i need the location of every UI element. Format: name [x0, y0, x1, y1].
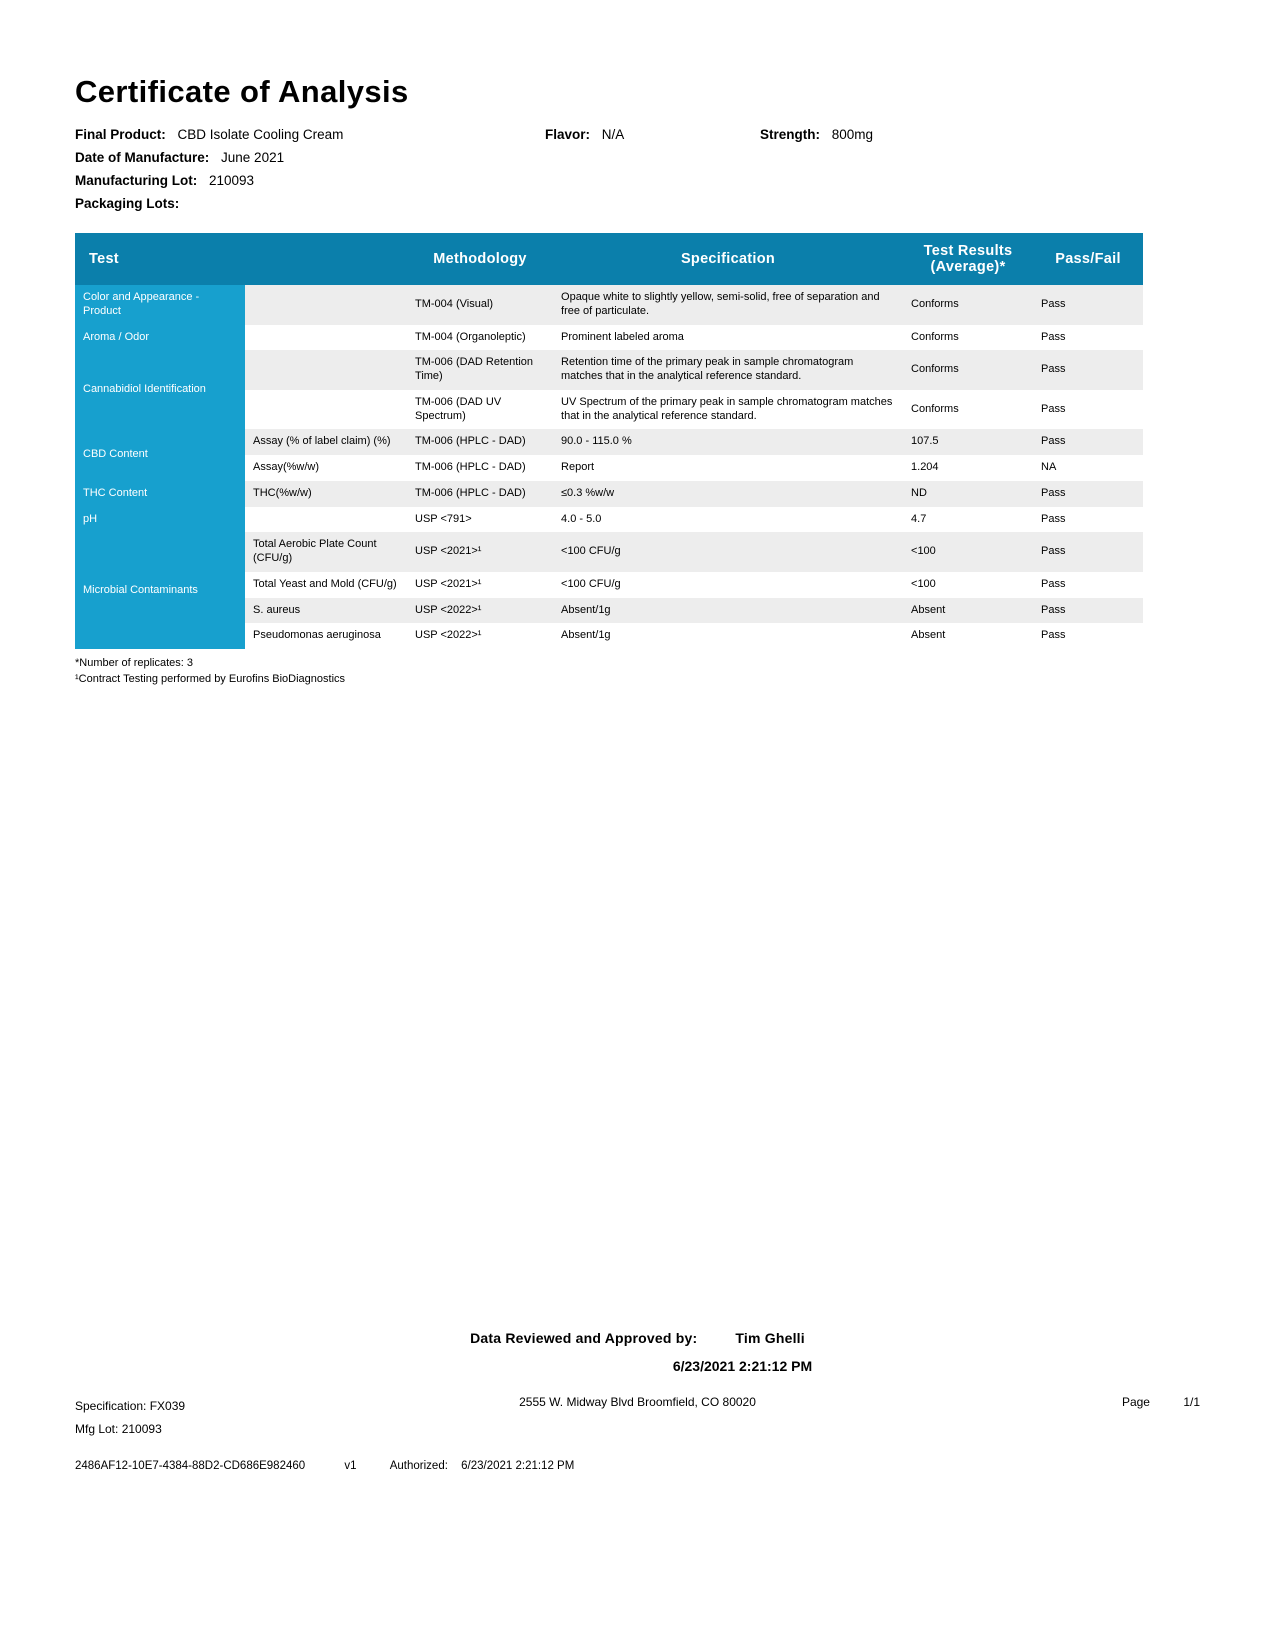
test-result: 4.7 [903, 507, 1033, 533]
col-header-methodology: Methodology [407, 233, 553, 285]
page-label: Page [1121, 1395, 1150, 1409]
specification: Opaque white to slightly yellow, semi-solid, free of separation and free of particulate. [553, 285, 903, 325]
approver-name: Tim Ghelli [735, 1330, 805, 1346]
specification: 90.0 - 115.0 % [553, 429, 903, 455]
methodology: TM-004 (Organoleptic) [407, 325, 553, 351]
test-result: Absent [903, 623, 1033, 649]
mfg-lot-label: Mfg Lot: [75, 1422, 119, 1436]
table-row [75, 325, 1143, 351]
manufacturing-lot-value: 210093 [209, 173, 255, 189]
table-row [75, 507, 1143, 533]
test-subname [245, 325, 407, 351]
approval-block [0, 1330, 1275, 1374]
test-subname [245, 507, 407, 533]
table-footnotes [75, 655, 1200, 687]
pass-fail: Pass [1033, 285, 1143, 325]
footer-mfg-lot [75, 1418, 185, 1441]
table-row [75, 429, 1143, 455]
test-subname: THC(%w/w) [245, 481, 407, 507]
specification: Absent/1g [553, 598, 903, 624]
test-subname: Total Aerobic Plate Count (CFU/g) [245, 532, 407, 572]
col-header-specification: Specification [553, 233, 903, 285]
pass-fail: Pass [1033, 325, 1143, 351]
page-value: 1/1 [1183, 1395, 1200, 1409]
authorized-datetime: 6/23/2021 2:21:12 PM [461, 1460, 575, 1472]
pass-fail: Pass [1033, 507, 1143, 533]
results-table [75, 233, 1143, 649]
approval-label: Data Reviewed and Approved by: [470, 1330, 698, 1346]
methodology: USP <2022>¹ [407, 598, 553, 624]
table-row [75, 532, 1143, 572]
test-result: Absent [903, 598, 1033, 624]
footnote-replicates: *Number of replicates: 3 [75, 657, 193, 670]
specification: Retention time of the primary peak in sample chromatogram matches that in the analytical reference standard. [553, 350, 903, 390]
test-name: pH [75, 507, 245, 533]
test-name: THC Content [75, 481, 245, 507]
specification: Prominent labeled aroma [553, 325, 903, 351]
final-product-value: CBD Isolate Cooling Cream [177, 127, 344, 143]
test-subname [245, 350, 407, 390]
methodology: USP <791> [407, 507, 553, 533]
strength-group [760, 123, 873, 146]
footer-page [1122, 1395, 1200, 1409]
pass-fail: Pass [1033, 532, 1143, 572]
approval-datetime: 6/23/2021 2:21:12 PM [672, 1358, 813, 1374]
methodology: TM-006 (HPLC - DAD) [407, 481, 553, 507]
test-result: Conforms [903, 390, 1033, 430]
packaging-lots-label: Packaging Lots: [75, 196, 180, 212]
methodology: USP <2022>¹ [407, 623, 553, 649]
test-result: <100 [903, 532, 1033, 572]
approval-line [0, 1330, 1275, 1346]
flavor-group [545, 123, 624, 146]
methodology: TM-004 (Visual) [407, 285, 553, 325]
test-result: ND [903, 481, 1033, 507]
strength-label: Strength: [760, 127, 820, 143]
test-subname: Total Yeast and Mold (CFU/g) [245, 572, 407, 598]
test-subname: Assay (% of label claim) (%) [245, 429, 407, 455]
document-id-line [75, 1460, 574, 1472]
test-result: 1.204 [903, 455, 1033, 481]
specification: Absent/1g [553, 623, 903, 649]
col-header-test: Test [75, 233, 407, 285]
specification: 4.0 - 5.0 [553, 507, 903, 533]
authorized-label: Authorized: [389, 1460, 448, 1472]
test-subname: Pseudomonas aeruginosa [245, 623, 407, 649]
page-title: Certificate of Analysis [75, 74, 409, 109]
pass-fail: Pass [1033, 429, 1143, 455]
table-row [75, 285, 1143, 325]
methodology: TM-006 (HPLC - DAD) [407, 455, 553, 481]
document-metadata [75, 123, 1200, 215]
flavor-label: Flavor: [545, 127, 591, 143]
date-of-manufacture-value: June 2021 [221, 150, 285, 166]
test-result: Conforms [903, 325, 1033, 351]
specification: ≤0.3 %w/w [553, 481, 903, 507]
test-subname [245, 285, 407, 325]
methodology: TM-006 (HPLC - DAD) [407, 429, 553, 455]
pass-fail: NA [1033, 455, 1143, 481]
specification: <100 CFU/g [553, 532, 903, 572]
pass-fail: Pass [1033, 623, 1143, 649]
col-header-results: Test Results (Average)* [903, 233, 1033, 285]
col-header-passfail: Pass/Fail [1033, 233, 1143, 285]
specification-label: Specification: [75, 1399, 147, 1413]
test-result: Conforms [903, 350, 1033, 390]
test-result: 107.5 [903, 429, 1033, 455]
specification-value: FX039 [149, 1399, 186, 1413]
meta-row-final-product [75, 123, 1200, 146]
strength-value: 800mg [831, 127, 874, 143]
table-row [75, 481, 1143, 507]
mfg-lot-value: 210093 [121, 1422, 162, 1436]
meta-row-date-of-manufacture [75, 146, 1200, 169]
final-product-label: Final Product: [75, 127, 166, 143]
pass-fail: Pass [1033, 481, 1143, 507]
test-name: Aroma / Odor [75, 325, 245, 351]
flavor-value: N/A [601, 127, 625, 143]
methodology: USP <2021>¹ [407, 572, 553, 598]
manufacturing-lot-label: Manufacturing Lot: [75, 173, 198, 189]
pass-fail: Pass [1033, 350, 1143, 390]
methodology: TM-006 (DAD Retention Time) [407, 350, 553, 390]
specification: Report [553, 455, 903, 481]
test-subname [245, 390, 407, 430]
meta-row-manufacturing-lot [75, 169, 1200, 192]
specification: <100 CFU/g [553, 572, 903, 598]
test-name: Microbial Contaminants [75, 532, 245, 649]
test-result: <100 [903, 572, 1033, 598]
meta-row-packaging-lots [75, 192, 1200, 215]
pass-fail: Pass [1033, 390, 1143, 430]
test-name: CBD Content [75, 429, 245, 481]
footnote-contract-testing: ¹Contract Testing performed by Eurofins BioDiagnostics [75, 673, 346, 686]
document-version: v1 [344, 1460, 357, 1472]
pass-fail: Pass [1033, 598, 1143, 624]
test-subname: S. aureus [245, 598, 407, 624]
methodology: USP <2021>¹ [407, 532, 553, 572]
table-header-row [75, 233, 1143, 285]
test-subname: Assay(%w/w) [245, 455, 407, 481]
test-name: Color and Appearance - Product [75, 285, 245, 325]
test-name: Cannabidiol Identification [75, 350, 245, 429]
pass-fail: Pass [1033, 572, 1143, 598]
date-of-manufacture-label: Date of Manufacture: [75, 150, 210, 166]
footer-address: 2555 W. Midway Blvd Broomfield, CO 80020 [519, 1395, 756, 1409]
document-guid: 2486AF12-10E7-4384-88D2-CD686E982460 [75, 1460, 306, 1472]
methodology: TM-006 (DAD UV Spectrum) [407, 390, 553, 430]
test-result: Conforms [903, 285, 1033, 325]
specification: UV Spectrum of the primary peak in sample chromatogram matches that in the analytical reference standard. [553, 390, 903, 430]
table-row [75, 350, 1143, 390]
